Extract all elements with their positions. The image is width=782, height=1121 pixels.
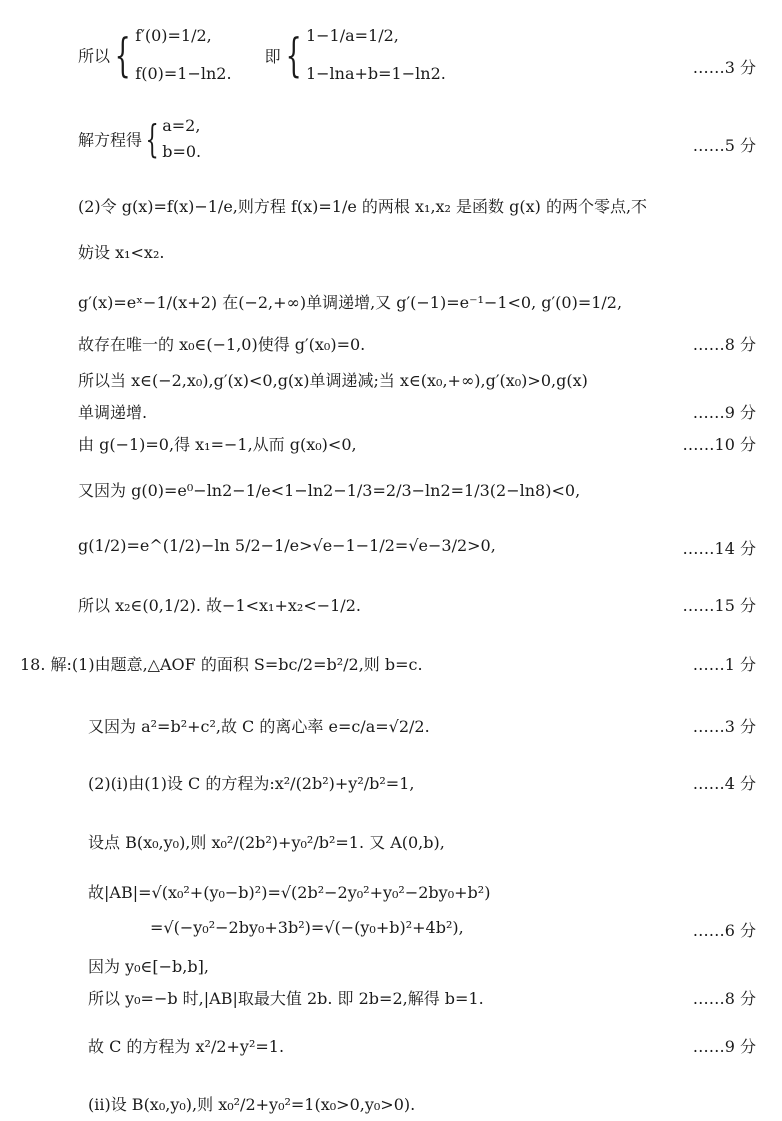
text-line-9: 由 g(−1)=0,得 x₁=−1,从而 g(x₀)<0, [78,435,357,454]
score-14: ……14 分 [682,539,756,558]
system-b [306,28,446,82]
text-line-18: =√(−y₀²−2by₀+3b²)=√(−(y₀+b)²+4b²), [150,918,464,937]
solve-eq1: a=2, [162,116,201,135]
text-line-4: 妨设 x₁<x₂. [78,243,165,262]
score-8b: ……8 分 [692,989,756,1008]
label-solve: 解方程得 [78,130,143,150]
text-line-13: 18. 解:(1)由题意,△AOF 的面积 S=bc/2=b²/2,则 b=c. [20,655,423,674]
score-9b: ……9 分 [692,1037,756,1056]
score-15: ……15 分 [682,596,756,615]
text-line-11: g(1/2)=e^(1/2)−ln 5/2−1/e>√e−1−1/2=√e−3/2>0, [78,536,496,555]
text-line-5: g′(x)=eˣ−1/(x+2) 在(−2,+∞)单调递增,又 g′(−1)=e⁻¹−1<0, g′(0)=1/2, [78,293,623,312]
text-line-22: (ii)设 B(x₀,y₀),则 x₀²/2+y₀²=1(x₀>0,y₀>0). [88,1095,416,1114]
system-a-eq1: f′(0)=1/2, [135,26,212,45]
score-9: ……9 分 [692,403,756,422]
system-a-eq2: f(0)=1−ln2. [135,64,232,83]
text-line-19: 因为 y₀∈[−b,b], [88,957,209,976]
score-1: ……1 分 [692,655,756,674]
text-line-8: 单调递增. [78,403,148,422]
solve-eq2: b=0. [162,142,202,161]
system-line-1: 所以{ f′(0)=1/2, f(0)=1−ln2. 即{ 1−1/a=1/2, 1−lna+b=1−ln2. [78,26,446,83]
text-line-15: (2)(i)由(1)设 C 的方程为:x²/(2b²)+y²/b²=1, [88,774,415,793]
text-line-6: 故存在唯一的 x₀∈(−1,0)使得 g′(x₀)=0. [78,335,366,354]
text-line-21: 故 C 的方程为 x²/2+y²=1. [88,1037,285,1056]
solve-line: 解方程得{ a=2, b=0. [78,116,202,161]
score-3b: ……3 分 [692,717,756,736]
text-line-14: 又因为 a²=b²+c²,故 C 的离心率 e=c/a=√2/2. [88,717,430,736]
score-6: ……6 分 [692,921,756,940]
text-line-10: 又因为 g(0)=e⁰−ln2−1/e<1−ln2−1/3=2/3−ln2=1/3(2−ln8)<0, [78,481,581,500]
score-5: ……5 分 [692,136,756,155]
system-b-eq1: 1−1/a=1/2, [305,26,399,45]
system-a [135,28,231,82]
text-line-3: (2)令 g(x)=f(x)−1/e,则方程 f(x)=1/e 的两根 x₁,x₂ 是函数 g(x) 的两个零点,不 [78,197,648,216]
score-8: ……8 分 [692,335,756,354]
score-3: ……3 分 [692,58,756,77]
text-line-12: 所以 x₂∈(0,1/2). 故−1<x₁+x₂<−1/2. [78,596,361,615]
solve-system [162,118,201,160]
text-line-17: 故|AB|=√(x₀²+(y₀−b)²)=√(2b²−2y₀²+y₀²−2by₀+b²) [88,883,491,902]
system-b-eq2: 1−lna+b=1−ln2. [305,64,446,83]
label-suoyi: 所以 [78,46,111,66]
text-line-7: 所以当 x∈(−2,x₀),g′(x)<0,g(x)单调递减;当 x∈(x₀,+∞),g′(x₀)>0,g(x) [78,371,588,390]
score-10: ……10 分 [682,435,756,454]
label-ji: 即 [264,46,281,66]
text-line-16: 设点 B(x₀,y₀),则 x₀²/(2b²)+y₀²/b²=1. 又 A(0,b), [88,833,445,852]
score-4: ……4 分 [692,774,756,793]
text-line-20: 所以 y₀=−b 时,|AB|取最大值 2b. 即 2b=2,解得 b=1. [88,989,484,1008]
